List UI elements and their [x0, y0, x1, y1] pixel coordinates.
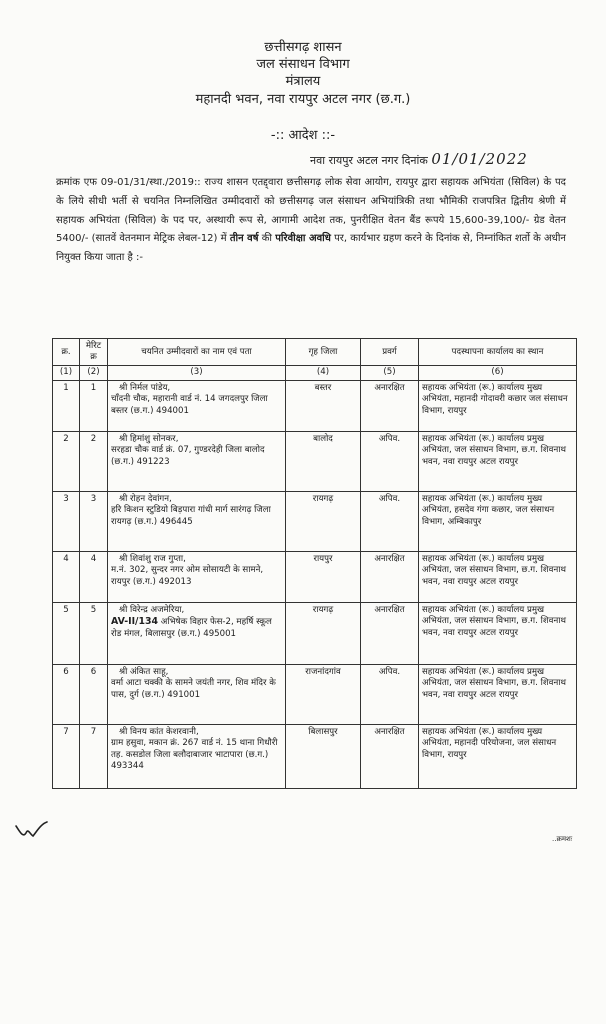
merit-cell: 5	[80, 602, 108, 664]
candidate-address: हरि किशन स्टुडियो बिड़पारा गांधी मार्ग सारंगढ़ जिला रायगढ़ (छ.ग.) 496445	[111, 505, 271, 527]
candidate-name: श्री विनय कांत केशरवानी,	[119, 726, 199, 737]
header-address: महानदी भवन, नवा रायपुर अटल नगर (छ.ग.)	[195, 92, 411, 107]
body-bold-probation: परिवीक्षा अवधि	[275, 233, 331, 245]
table-row	[53, 551, 577, 602]
candidate-address: सरहडा चौक वार्ड क्रं. 07, गुण्डरदेही जिला बालोद (छ.ग.) 491223	[111, 445, 265, 467]
table-row	[53, 380, 577, 431]
body-text-1: क्रमांक एफ 09-01/31/स्था./2019:: राज्य शासन एतद्द्वारा छत्तीसगढ़ लोक सेवा आयोग, रायपुर द्वारा सहायक अभियंता (सिविल) के पद के लिये सीधी भर्ती से चयनित निम्नलिखित उम्मीदवारों को छत्तीसगढ़ जल संसाधन अभियांत्रिकी तथा भौमिकी राजपत्रित द्वितीय श्रेणी में सहायक अभियंता (सिविल) के पद पर, अस्थायी रूप से, आगामी आदेश तक, पुनरीक्षित वेतन बैंड रूपये 15,600-39,100/- ग्रेड वेतन 5400/- (सातवें वेतनमान मेट्रिक लेबल-12) में	[56, 177, 566, 245]
category-cell: अपिव.	[361, 491, 419, 551]
serial-cell: 5	[53, 602, 80, 664]
posting-cell: सहायक अभियंता (रू.) कार्यालय मुख्य अभियंता, महानदी गोदावरी कछार जल संसाधन विभाग, रायपुर	[419, 380, 577, 431]
column-number: (4)	[286, 366, 361, 381]
serial-cell: 6	[53, 664, 80, 724]
column-number: (1)	[53, 366, 80, 381]
category-cell: अनारक्षित	[361, 380, 419, 431]
table-row	[53, 491, 577, 551]
order-body-paragraph	[56, 174, 566, 268]
serial-cell: 4	[53, 551, 80, 602]
table-row	[53, 664, 577, 724]
merit-cell: 2	[80, 431, 108, 491]
candidate-name: श्री निर्मल पांडेय,	[119, 382, 171, 393]
candidate-name: श्री हिमांशु सोनकर,	[119, 433, 179, 444]
category-cell: अपिव.	[361, 664, 419, 724]
handwritten-date: 01/01/2022	[431, 150, 528, 168]
district-cell: बिलासपुर	[286, 724, 361, 788]
name-address-cell	[108, 380, 286, 431]
candidate-name: श्री अंकित साहू,	[119, 666, 169, 677]
candidate-address: अभिषेक विहार फेस-2, महर्षि स्कूल रोड मंगल, बिलासपुर (छ.ग.) 495001	[111, 617, 272, 639]
header-category: प्रवर्ग	[361, 339, 419, 366]
body-text-2: पर, कार्यभार ग्रहण करने के दिनांक से, निम्नांकित शर्तो के अधीन नियुक्त किया जाता है :-	[56, 233, 566, 264]
category-cell: अनारक्षित	[361, 551, 419, 602]
district-cell: रायगढ़	[286, 602, 361, 664]
posting-cell: सहायक अभियंता (रू.) कार्यालय प्रमुख अभियंता, जल संसाधन विभाग, छ.ग. शिवनाथ भवन, नवा रायपुर अटल रायपुर	[419, 431, 577, 491]
merit-cell: 3	[80, 491, 108, 551]
continued-note: ..क्रमशः	[552, 835, 573, 843]
table-header-row	[53, 339, 577, 366]
column-number: (3)	[108, 366, 286, 381]
header-name-address: चयनित उम्मीदवारों का नाम एवं पता	[108, 339, 286, 366]
serial-cell: 3	[53, 491, 80, 551]
merit-cell: 4	[80, 551, 108, 602]
name-address-cell	[108, 491, 286, 551]
merit-cell: 6	[80, 664, 108, 724]
name-address-cell	[108, 551, 286, 602]
appointment-table	[52, 338, 577, 789]
header-merit: मेरिट क्र	[80, 339, 108, 366]
district-cell: बालोद	[286, 431, 361, 491]
name-address-cell	[108, 724, 286, 788]
candidate-address-block	[111, 616, 282, 640]
candidate-name: श्री रोहन देवांगन,	[119, 493, 172, 504]
name-address-cell	[108, 431, 286, 491]
address-code: AV-II/134	[111, 616, 159, 628]
candidate-address: चाँदनी चौक, महारानी वार्ड नं. 14 जगदलपुर जिला बस्तर (छ.ग.) 494001	[111, 394, 268, 416]
name-address-cell	[108, 602, 286, 664]
serial-cell: 7	[53, 724, 80, 788]
header-home-district: गृह जिला	[286, 339, 361, 366]
column-number: (2)	[80, 366, 108, 381]
date-line-prefix: नवा रायपुर अटल नगर दिनांक	[310, 154, 428, 167]
merit-cell: 1	[80, 380, 108, 431]
header-posting-office: पदस्थापना कार्यालय का स्थान	[419, 339, 577, 366]
candidate-name: श्री विरेन्द्र अजमेरिया,	[119, 604, 185, 615]
signature-initials	[14, 816, 54, 840]
header-department: जल संसाधन विभाग	[256, 57, 350, 72]
column-number: (5)	[361, 366, 419, 381]
date-line	[310, 150, 528, 168]
header-serial: क्र.	[53, 339, 80, 366]
category-cell: अनारक्षित	[361, 724, 419, 788]
category-cell: अनारक्षित	[361, 602, 419, 664]
column-number: (6)	[419, 366, 577, 381]
table-row	[53, 602, 577, 664]
posting-cell: सहायक अभियंता (रू.) कार्यालय प्रमुख अभियंता, जल संसाधन विभाग, छ.ग. शिवनाथ भवन, नवा रायपुर अटल रायपुर	[419, 664, 577, 724]
district-cell: राजनांदगांव	[286, 664, 361, 724]
candidate-address: ग्राम हसुवा, मकान क्रं. 267 वार्ड नं. 15 थाना गिधौरी तह. कसडोल जिला बलौदाबाजार भाटापारा (छ.ग.) 493344	[111, 738, 278, 772]
serial-cell: 1	[53, 380, 80, 431]
table-row	[53, 431, 577, 491]
category-cell: अपिव.	[361, 431, 419, 491]
header-government: छत्तीसगढ़ शासन	[264, 40, 342, 55]
column-number-row	[53, 366, 577, 381]
district-cell: रायपुर	[286, 551, 361, 602]
table-row	[53, 724, 577, 788]
merit-cell: 7	[80, 724, 108, 788]
posting-cell: सहायक अभियंता (रू.) कार्यालय प्रमुख अभियंता, जल संसाधन विभाग, छ.ग. शिवनाथ भवन, नवा रायपुर अटल रायपुर	[419, 602, 577, 664]
posting-cell: सहायक अभियंता (रू.) कार्यालय प्रमुख अभियंता, जल संसाधन विभाग, छ.ग. शिवनाथ भवन, नवा रायपुर अटल रायपुर	[419, 551, 577, 602]
candidate-address: म.नं. 302, सुन्दर नगर ओम सोसायटी के सामने, रायपुर (छ.ग.) 492013	[111, 565, 264, 587]
name-address-cell	[108, 664, 286, 724]
header-ministry: मंत्रालय	[285, 74, 321, 89]
district-cell: बस्तर	[286, 380, 361, 431]
body-bold-duration: तीन वर्ष	[229, 233, 259, 245]
serial-cell: 2	[53, 431, 80, 491]
body-text-mid: की	[261, 233, 272, 245]
posting-cell: सहायक अभियंता (रू.) कार्यालय मुख्य अभियंता, हसदेव गंगा कछार, जल संसाधन विभाग, अम्बिकापुर	[419, 491, 577, 551]
candidate-address: वर्मा आटा चक्की के सामने जयंती नगर, शिव मंदिर के पास, दुर्ग (छ.ग.) 491001	[111, 678, 276, 700]
candidate-name: श्री शिवांशु राज गुप्ता,	[119, 553, 186, 564]
order-title: -:: आदेश ::-	[270, 128, 336, 143]
posting-cell: सहायक अभियंता (रू.) कार्यालय मुख्य अभियंता, महानदी परियोजना, जल संसाधन विभाग, रायपुर	[419, 724, 577, 788]
district-cell: रायगढ़	[286, 491, 361, 551]
